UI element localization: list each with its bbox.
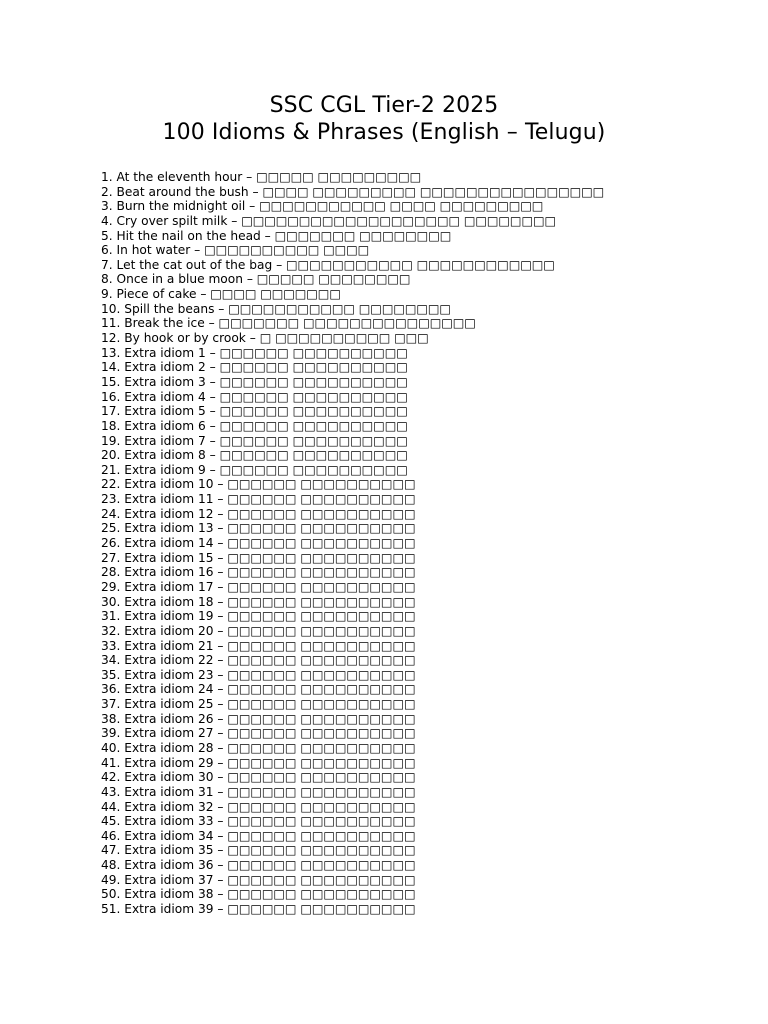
list-item: 5. Hit the nail on the head – □□□□□□□ □□□□□□□□	[101, 228, 452, 243]
list-item: 17. Extra idiom 5 – □□□□□□ □□□□□□□□□□	[101, 404, 408, 419]
list-item: 27. Extra idiom 15 – □□□□□□ □□□□□□□□□□	[101, 550, 416, 565]
list-item: 7. Let the cat out of the bag – □□□□□□□□□□□ □□□□□□□□□□□□	[101, 257, 555, 272]
document-subtitle: 100 Idioms & Phrases (English – Telugu)	[162, 120, 606, 145]
list-item: 24. Extra idiom 12 – □□□□□□ □□□□□□□□□□	[101, 506, 416, 521]
list-item: 48. Extra idiom 36 – □□□□□□ □□□□□□□□□□	[101, 858, 416, 873]
document-title: SSC CGL Tier-2 2025	[269, 93, 499, 118]
list-item: 39. Extra idiom 27 – □□□□□□ □□□□□□□□□□	[101, 726, 416, 741]
list-item: 41. Extra idiom 29 – □□□□□□ □□□□□□□□□□	[101, 755, 416, 770]
list-item: 37. Extra idiom 25 – □□□□□□ □□□□□□□□□□	[101, 697, 416, 712]
list-item: 38. Extra idiom 26 – □□□□□□ □□□□□□□□□□	[101, 711, 416, 726]
list-item: 25. Extra idiom 13 – □□□□□□ □□□□□□□□□□	[101, 521, 416, 536]
list-item: 45. Extra idiom 33 – □□□□□□ □□□□□□□□□□	[101, 814, 416, 829]
list-item: 18. Extra idiom 6 – □□□□□□ □□□□□□□□□□	[101, 418, 408, 433]
list-item: 49. Extra idiom 37 – □□□□□□ □□□□□□□□□□	[101, 872, 416, 887]
list-item: 42. Extra idiom 30 – □□□□□□ □□□□□□□□□□	[101, 770, 416, 785]
list-item: 13. Extra idiom 1 – □□□□□□ □□□□□□□□□□	[101, 345, 408, 360]
list-item: 36. Extra idiom 24 – □□□□□□ □□□□□□□□□□	[101, 682, 416, 697]
list-item: 3. Burn the midnight oil – □□□□□□□□□□□ □□□□ □□□□□□□□□	[101, 199, 544, 214]
list-item: 8. Once in a blue moon – □□□□□ □□□□□□□□	[101, 272, 411, 287]
list-item: 1. At the eleventh hour – □□□□□ □□□□□□□□□	[101, 170, 422, 184]
list-item: 32. Extra idiom 20 – □□□□□□ □□□□□□□□□□	[101, 623, 416, 638]
list-item: 35. Extra idiom 23 – □□□□□□ □□□□□□□□□□	[101, 667, 416, 682]
list-item: 23. Extra idiom 11 – □□□□□□ □□□□□□□□□□	[101, 492, 416, 507]
list-item: 33. Extra idiom 21 – □□□□□□ □□□□□□□□□□	[101, 638, 416, 653]
list-item: 6. In hot water – □□□□□□□□□□ □□□□	[101, 243, 370, 258]
list-item: 10. Spill the beans – □□□□□□□□□□□ □□□□□□□□	[101, 301, 451, 316]
list-item: 12. By hook or by crook – □ □□□□□□□□□□ □□□	[101, 331, 429, 346]
list-item: 16. Extra idiom 4 – □□□□□□ □□□□□□□□□□	[101, 389, 408, 404]
list-item: 34. Extra idiom 22 – □□□□□□ □□□□□□□□□□	[101, 653, 416, 668]
list-item: 19. Extra idiom 7 – □□□□□□ □□□□□□□□□□	[101, 433, 408, 448]
list-item: 43. Extra idiom 31 – □□□□□□ □□□□□□□□□□	[101, 784, 416, 799]
idiom-list	[101, 170, 604, 917]
list-item: 28. Extra idiom 16 – □□□□□□ □□□□□□□□□□	[101, 565, 416, 580]
title-block	[0, 92, 768, 146]
list-item: 40. Extra idiom 28 – □□□□□□ □□□□□□□□□□	[101, 740, 416, 755]
list-item: 47. Extra idiom 35 – □□□□□□ □□□□□□□□□□	[101, 843, 416, 858]
list-item: 22. Extra idiom 10 – □□□□□□ □□□□□□□□□□	[101, 477, 416, 492]
list-item: 11. Break the ice – □□□□□□□ □□□□□□□□□□□□□□□	[101, 316, 476, 331]
list-item: 2. Beat around the bush – □□□□ □□□□□□□□□ □□□□□□□□□□□□□□□□	[101, 184, 605, 199]
list-item: 21. Extra idiom 9 – □□□□□□ □□□□□□□□□□	[101, 462, 408, 477]
list-item: 15. Extra idiom 3 – □□□□□□ □□□□□□□□□□	[101, 374, 408, 389]
list-item: 4. Cry over spilt milk – □□□□□□□□□□□□□□□□□□□ □□□□□□□□	[101, 213, 556, 228]
list-item: 50. Extra idiom 38 – □□□□□□ □□□□□□□□□□	[101, 887, 416, 902]
list-item: 51. Extra idiom 39 – □□□□□□ □□□□□□□□□□	[101, 902, 416, 917]
list-item: 9. Piece of cake – □□□□ □□□□□□□	[101, 287, 341, 302]
list-item: 44. Extra idiom 32 – □□□□□□ □□□□□□□□□□	[101, 799, 416, 814]
list-item: 29. Extra idiom 17 – □□□□□□ □□□□□□□□□□	[101, 579, 416, 594]
list-item: 46. Extra idiom 34 – □□□□□□ □□□□□□□□□□	[101, 828, 416, 843]
list-item: 20. Extra idiom 8 – □□□□□□ □□□□□□□□□□	[101, 448, 408, 463]
list-item: 26. Extra idiom 14 – □□□□□□ □□□□□□□□□□	[101, 536, 416, 551]
list-item: 30. Extra idiom 18 – □□□□□□ □□□□□□□□□□	[101, 594, 416, 609]
list-item: 14. Extra idiom 2 – □□□□□□ □□□□□□□□□□	[101, 360, 408, 375]
list-item: 31. Extra idiom 19 – □□□□□□ □□□□□□□□□□	[101, 609, 416, 624]
